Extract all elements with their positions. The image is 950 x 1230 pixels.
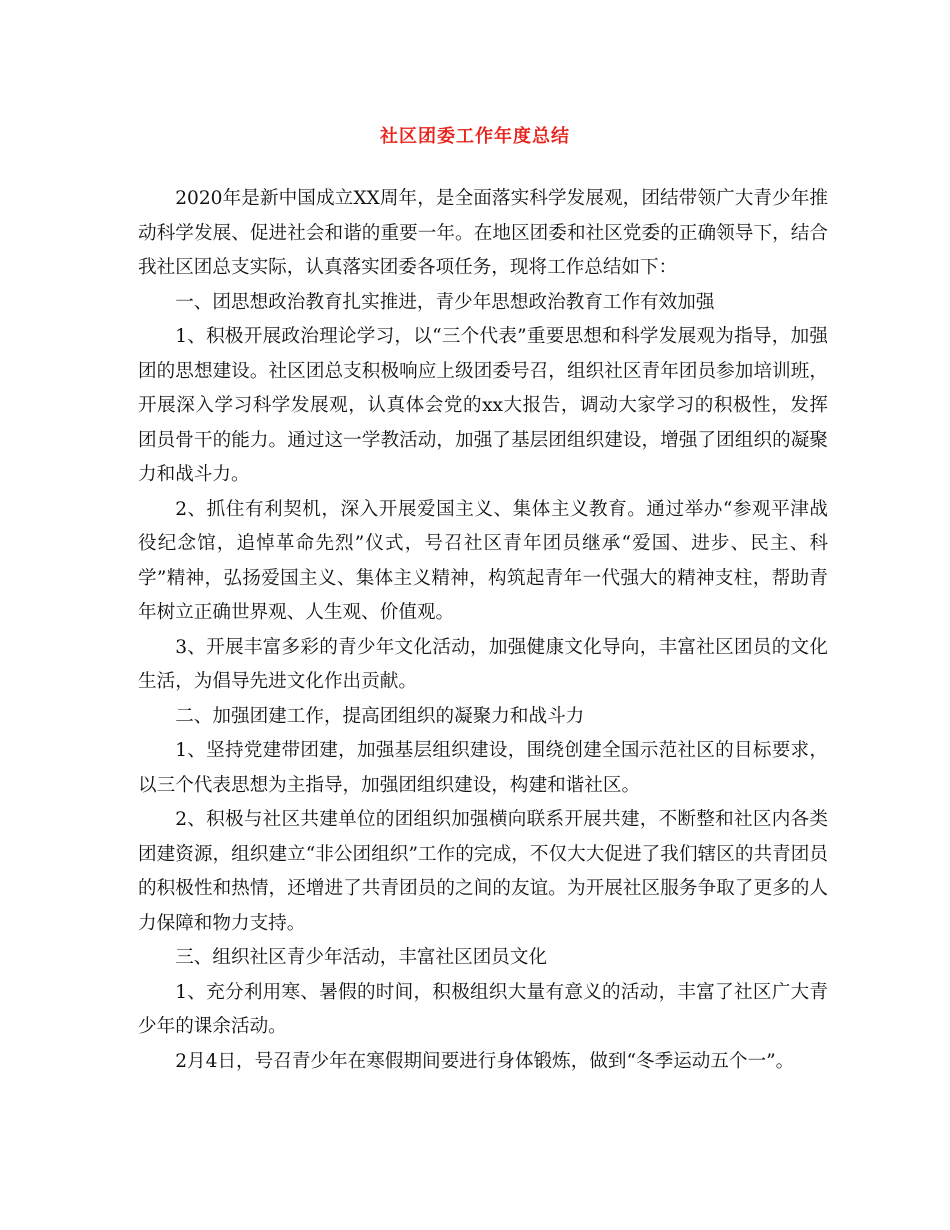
paragraph-2-1: 1、坚持党建带团建，加强基层组织建设，围绕创建全国示范社区的目标要求，以三个代表思想为主指导，加强团组织建设，构建和谐社区。: [138, 740, 828, 796]
paragraph-1-2: 2、抓住有利契机，深入开展爱国主义、集体主义教育。通过举办“参观平津战役纪念馆，追悼革命先烈”仪式，号召社区青年团员继承“爱国、进步、民主、科学”精神，弘扬爱国主义、集体主义精神，构筑起青年一代强大的精神支柱，帮助青年树立正确世界观、人生观、价值观。: [138, 498, 828, 623]
paragraph-intro: 2020年是新中国成立XX周年，是全面落实科学发展观，团结带领广大青少年推动科学发展、促进社会和谐的重要一年。在地区团委和社区党委的正确领导下，结合我社区团总支实际，认真落实团委各项任务，现将工作总结如下：: [138, 188, 828, 278]
heading-section-2: 二、加强团建工作，提高团组织的凝聚力和战斗力: [175, 705, 585, 727]
document-body: [138, 182, 828, 1079]
paragraph-2-2: 2、积极与社区共建单位的团组织加强横向联系开展共建，不断整和社区内各类团建资源，组织建立“非公团组织”工作的完成，不仅大大促进了我们辖区的共青团员的积极性和热情，还增进了共青团员的之间的友谊。为开展社区服务争取了更多的人力保障和物力支持。: [138, 809, 828, 934]
paragraph-1-3: 3、开展丰富多彩的青少年文化活动，加强健康文化导向，丰富社区团员的文化生活，为倡导先进文化作出贡献。: [138, 636, 828, 692]
paragraph-3-1: 1、充分利用寒、暑假的时间，积极组织大量有意义的活动，丰富了社区广大青少年的课余活动。: [138, 981, 828, 1037]
paragraph-1-1: 1、积极开展政治理论学习，以“三个代表”重要思想和科学发展观为指导，加强团的思想建设。社区团总支积极响应上级团委号召，组织社区青年团员参加培训班，开展深入学习科学发展观，认真体会党的xx大报告，调动大家学习的积极性，发挥团员骨干的能力。通过这一学教活动，加强了基层团组织建设，增强了团组织的凝聚力和战斗力。: [138, 326, 828, 485]
heading-section-3: 三、组织社区青少年活动，丰富社区团员文化: [175, 947, 548, 968]
heading-section-1: 一、团思想政治教育扎实推进，青少年思想政治教育工作有效加强: [175, 291, 715, 313]
paragraph-3-date: 2月4日，号召青少年在寒假期间要进行身体锻炼，做到“冬季运动五个一”。: [175, 1050, 795, 1072]
document-title: 社区团委工作年度总结: [380, 126, 570, 147]
